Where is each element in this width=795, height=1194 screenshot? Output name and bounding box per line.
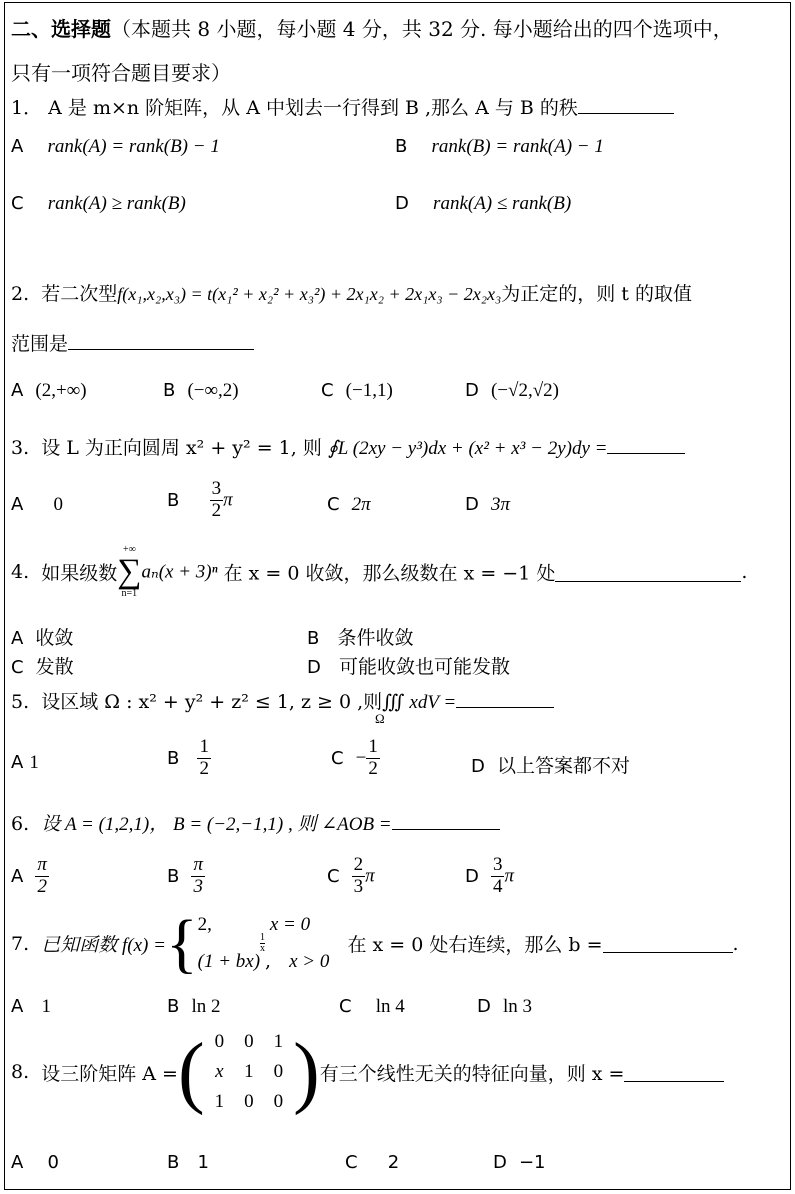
option-1b: B rank(B) = rank(A) − 1 — [395, 136, 604, 157]
summation: +∞ ∑ n=1 — [117, 544, 142, 599]
option-4b: B 条件收敛 — [307, 627, 414, 649]
option-3b: B $\frac{3}{2}$ π — [167, 478, 233, 521]
option-5c: C − $\frac{1}{2}$ — [331, 736, 378, 779]
question-1 — [11, 93, 674, 120]
option-6b: B $\frac{\pi}{3}$ — [167, 854, 203, 897]
matrix-left-paren: ( — [177, 1028, 205, 1116]
question-4: 4. 如果级数 +∞ ∑ n=1 aₙ(x + 3)ⁿ 在 x = 0 收敛，那么级数在 x = −1 处 . — [11, 544, 748, 599]
option-6d: D $\frac{3}{4}$ π — [465, 854, 514, 897]
option-2c: C (−1,1) — [321, 380, 393, 401]
question-3: 3. 设 L 为正向圆周 x² + y² = 1, 则 ∮L (2xy − y³)dx + (x² + x³ − 2y)dy = — [11, 433, 685, 460]
option-8c: C 2 — [345, 1152, 400, 1173]
question-6: 6. 设 A = (1,2,1)， B = (−2,−1,1) , 则 ∠AOB = — [11, 809, 500, 836]
option-7b: B ln 2 — [167, 996, 221, 1017]
question-7: 7. 已知函数 f(x) = { 2, x = 0 (1 + bx) $\frac{1}{x}$ , x > 0 在 x = 0 处右连续，那么 b = . — [11, 906, 739, 980]
option-2a: A (2,+∞) — [11, 380, 87, 401]
option-2b: B (−∞,2) — [163, 380, 239, 401]
option-8a: A 0 — [11, 1152, 59, 1173]
line-integral: ∮L (2xy − y³)dx + (x² + x³ − 2y)dy = — [327, 438, 608, 459]
answer-blank — [578, 95, 674, 114]
option-5b: B $\frac{1}{2}$ — [167, 736, 209, 779]
question-number: 1． — [11, 97, 43, 119]
quadratic-form: f(x₁,x₂,x₃) = t(x₁² + x₂² + x₃²) + 2x₁x₂ + 2x₁x₃ − 2x₂x₃ — [117, 284, 502, 304]
answer-blank — [555, 563, 741, 582]
option-3a: A 0 — [11, 494, 64, 515]
option-3d: D 3π — [465, 494, 510, 515]
question-5: 5. 设区域 Ω : x² + y² + z² ≤ 1, z ≥ 0 ,则∭ xdV = — [11, 687, 554, 714]
matrix-a: 0 0 1 x 1 0 1 0 0 — [214, 1031, 284, 1112]
answer-blank — [603, 934, 733, 953]
answer-blank — [607, 435, 685, 454]
option-6a: A $\frac{\pi}{2}$ — [11, 854, 47, 897]
option-2d: D (−√2,√2) — [465, 380, 559, 401]
matrix-right-paren: ) — [293, 1028, 320, 1116]
answer-blank — [624, 1063, 724, 1082]
integral-region: Ω — [375, 711, 385, 726]
question-2: 2. 若二次型f(x₁,x₂,x₃) = t(x₁² + x₂² + x₃²) + 2x₁x₂ + 2x₁x₃ − 2x₂x₃为正定的，则 t 的取值 — [11, 283, 692, 305]
answer-blank — [456, 689, 554, 708]
option-1a: A rank(A) = rank(B) − 1 — [11, 136, 220, 157]
option-5d: D 以上答案都不对 — [471, 755, 630, 777]
piecewise-brace: { — [165, 906, 198, 980]
section-title: 二、选择题 — [11, 17, 111, 41]
option-5a: A 1 — [11, 752, 39, 773]
section-header — [11, 13, 733, 42]
option-8d: D −1 — [493, 1152, 546, 1173]
question-8: 8. 设三阶矩阵 A = ( 0 0 1 x 1 0 1 0 0 ) 有三个线性无关的特征向量，则 x = — [11, 1027, 724, 1117]
option-6c: C $\frac{2}{3}$ π — [327, 854, 375, 897]
answer-blank — [392, 811, 500, 830]
exam-page — [4, 2, 791, 1190]
option-1c: C rank(A) ≥ rank(B) — [11, 193, 186, 214]
question-2-line2: 范围是 — [11, 329, 254, 356]
option-4a: A 收敛 — [11, 627, 74, 649]
option-4c: C 发散 — [11, 656, 74, 678]
triple-integral: ∭ xdV = — [382, 692, 457, 713]
option-3c: C 2π — [327, 494, 371, 515]
question-stem: A 是 m×n 阶矩阵，从 A 中划去一行得到 B ,那么 A 与 B 的秩 — [48, 97, 578, 119]
option-1d: D rank(A) ≤ rank(B) — [395, 193, 572, 214]
piecewise-cases: 2, x = 0 (1 + bx) $\frac{1}{x}$ , x > 0 — [197, 914, 330, 973]
option-7a: A 1 — [11, 996, 51, 1017]
option-7c: C ln 4 — [339, 996, 405, 1017]
answer-blank — [68, 331, 254, 350]
option-8b: B 1 — [167, 1152, 209, 1173]
option-4d: D 可能收敛也可能发散 — [307, 656, 511, 678]
option-7d: D ln 3 — [477, 996, 532, 1017]
section-intro: （本题共 8 小题，每小题 4 分，共 32 分. 每小题给出的四个选项中， — [111, 17, 733, 41]
section-intro-line2: 只有一项符合题目要求） — [11, 61, 231, 85]
